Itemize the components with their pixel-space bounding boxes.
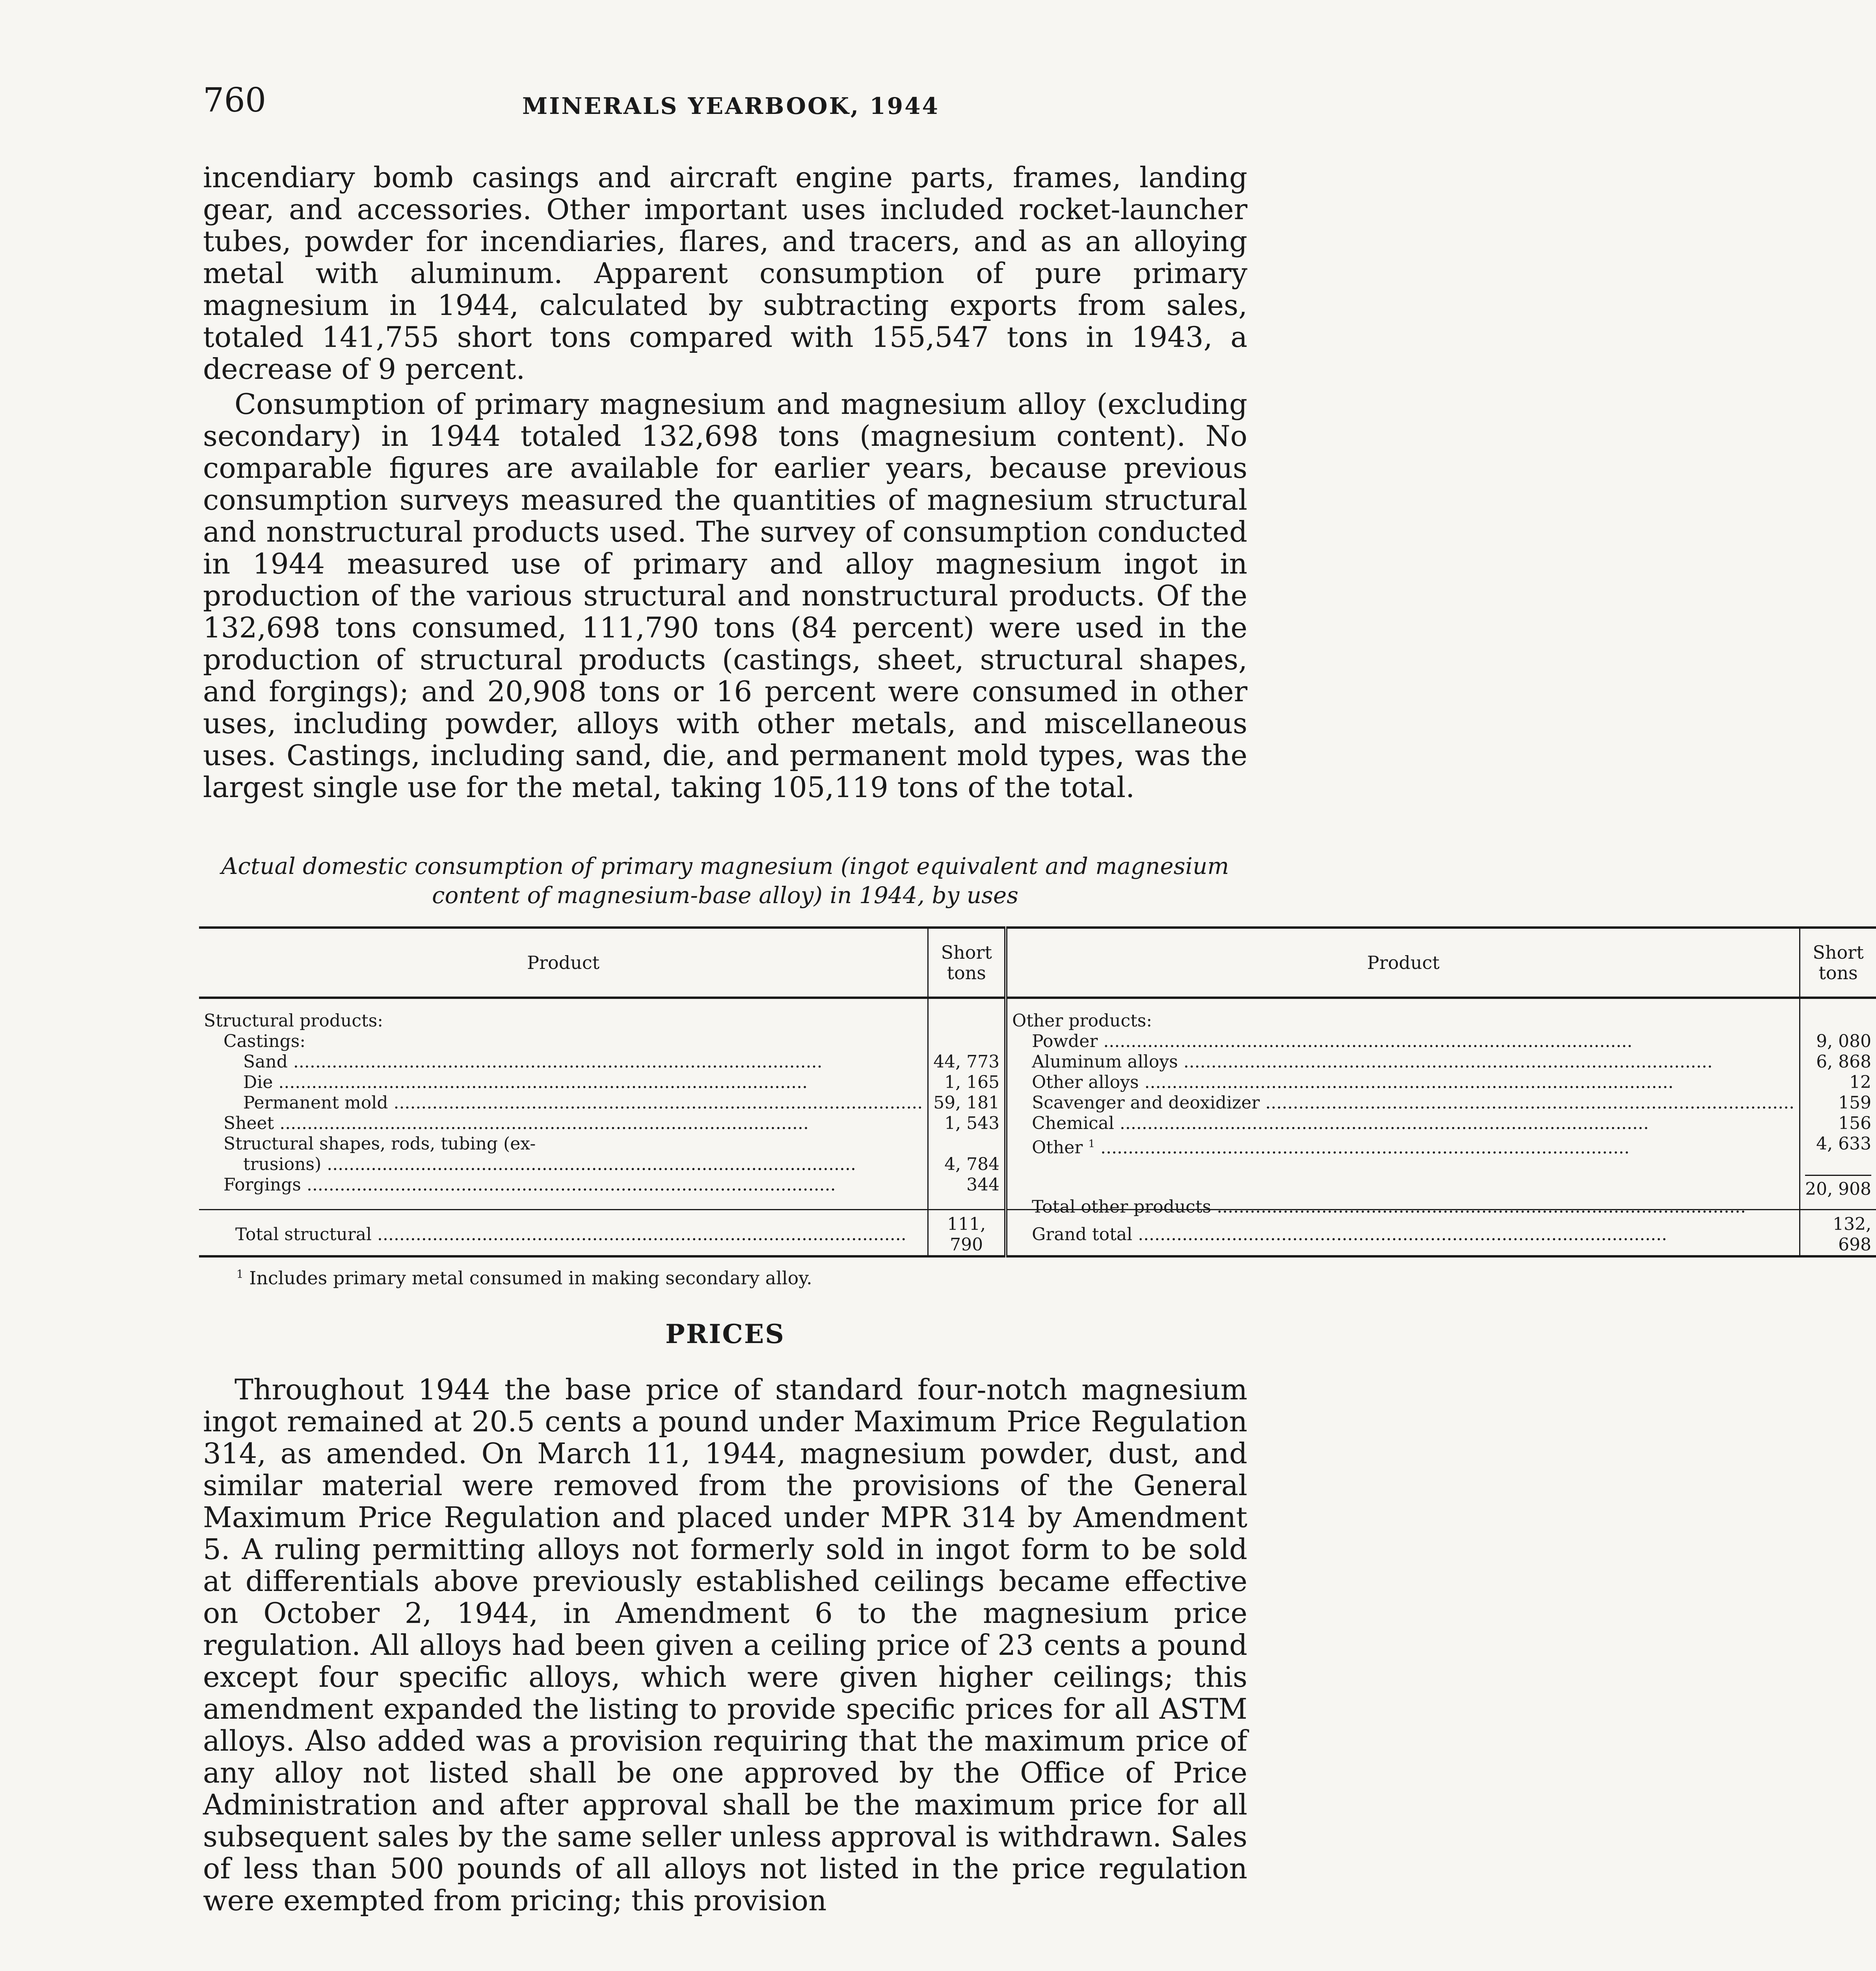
- castings-heading: Castings:: [223, 1031, 306, 1051]
- structural-heading: Structural products:: [204, 1011, 383, 1031]
- row-forgings: Forgings .....: [223, 1175, 836, 1195]
- consumption-table: [199, 926, 1872, 1257]
- running-title: MINERALS YEARBOOK, 1944: [522, 93, 940, 119]
- table-row: [199, 998, 1876, 1210]
- label-total-structural: Total structural .....: [204, 1224, 906, 1244]
- footnote-mark: 1: [236, 1267, 244, 1281]
- header-product: Product: [199, 928, 928, 998]
- row-sheet: Sheet .....: [223, 1113, 809, 1133]
- row-other: Other: [1032, 1137, 1083, 1158]
- value-total-structural: 111, 790: [928, 1210, 1006, 1257]
- value-scavenger: 159: [1838, 1093, 1872, 1113]
- table-footnote: [236, 1267, 1222, 1289]
- value-permanent-mold: 59, 181: [933, 1093, 1000, 1113]
- header-product-2: Product: [1006, 928, 1800, 998]
- value-powder: 9, 080: [1816, 1031, 1872, 1051]
- paragraph-3: Throughout 1944 the base price of standard four-notch magnesium ingot remained at 20.5 cents a pound under Maximum Price Regulation 314, as amended. On March 11, 1944, magnesium powder, dust, and similar material were removed from the provisions of the General Maximum Price Regulation and placed under MPR 314 by Amendment 5. A ruling permitting alloys not formerly sold in ingot form to be sold at differentials above previously established ceilings became effective on October 2, 1944, in Amendment 6 to the magnesium price regulation. All alloys had been given a ceiling price of 23 cents a pound except four specific alloys, which were given higher ceilings; this amendment expanded the listing to provide specific prices for all ASTM alloys. Also added was a provision requiring that the maximum price of any alloy not listed shall be one approved by the Office of Price Administration and after approval shall be the maximum price for all subsequent sales by the same seller unless approval is withdrawn. Sales of less than 500 pounds of all alloys not listed in the price regulation were exempted from pricing; this provision: [203, 1373, 1247, 1917]
- row-die: Die .....: [243, 1072, 808, 1092]
- footnote-ref: 1: [1088, 1138, 1095, 1150]
- value-aluminum-alloys: 6, 868: [1816, 1052, 1872, 1072]
- value-total-other: 20, 908: [1805, 1175, 1871, 1200]
- footnote-text: Includes primary metal consumed in making secondary alloy.: [249, 1267, 812, 1289]
- row-chemical: Chemical .....: [1032, 1113, 1649, 1133]
- other-heading: Other products:: [1012, 1011, 1152, 1031]
- header-short-tons: Short tons: [928, 928, 1006, 998]
- row-permanent-mold: Permanent mold .....: [243, 1093, 923, 1113]
- value-sheet: 1, 543: [944, 1113, 1000, 1133]
- paragraph-2: Consumption of primary magnesium and magnesium alloy (excluding secondary) in 1944 totaled 132,698 tons (magnesium content). No comparable figures are available for earlier years, because previous consumption surveys measured the quantities of magnesium structural and nonstructural products used. The survey of consumption conducted in 1944 measured use of primary and alloy magnesium ingot in production of the various structural and nonstructural products. Of the 132,698 tons consumed, 111,790 tons (84 percent) were used in the production of structural products (castings, sheet, structural shapes, and forgings); and 20,908 tons or 16 percent were consumed in other uses, including powder, alloys with other metals, and miscellaneous uses. Castings, including sand, die, and permanent mold types, was the largest single use for the metal, taking 105,119 tons of the total.: [203, 387, 1247, 804]
- value-other-alloys: 12: [1849, 1072, 1872, 1092]
- table-caption: Actual domestic consumption of primary magnesium (ingot equivalent and magnesium content of magnesium-base alloy) in 1944, by uses: [221, 853, 1229, 909]
- label-total-other: Total other products .....: [1032, 1197, 1746, 1217]
- value-shapes: 4, 784: [944, 1154, 1000, 1174]
- value-forgings: 344: [966, 1175, 1000, 1195]
- page-header: [203, 81, 1247, 124]
- value-die: 1, 165: [944, 1072, 1000, 1092]
- value-chemical: 156: [1838, 1113, 1872, 1133]
- row-sand: Sand .....: [243, 1052, 823, 1072]
- value-other: 4, 633: [1816, 1134, 1872, 1154]
- row-scavenger: Scavenger and deoxidizer .....: [1032, 1093, 1794, 1113]
- label-grand-total: Grand total .....: [1032, 1224, 1667, 1244]
- row-powder: Powder .....: [1032, 1031, 1632, 1051]
- paragraph-1: incendiary bomb casings and aircraft engine parts, frames, landing gear, and accessories. Other important uses included rocket-launcher tubes, powder for incendiaries, flares, and tracers, and as an alloying metal with aluminum. Apparent consumption of pure primary magnesium in 1944, calculated by subtracting exports from sales, totaled 141,755 short tons compared with 155,547 tons in 1943, a decrease of 9 percent.: [203, 161, 1247, 386]
- row-shapes-a: Structural shapes, rods, tubing (ex-: [223, 1134, 536, 1154]
- row-other-alloys: Other alloys .....: [1032, 1072, 1673, 1092]
- page-number: 760: [203, 81, 266, 119]
- value-sand: 44, 773: [933, 1052, 1000, 1072]
- row-shapes-b: trusions) .....: [243, 1154, 856, 1174]
- row-aluminum-alloys: Aluminum alloys .....: [1032, 1052, 1712, 1072]
- header-short-tons-2: Short tons: [1800, 928, 1876, 998]
- value-grand-total: 132, 698: [1800, 1210, 1876, 1257]
- section-heading-prices: PRICES: [665, 1319, 785, 1349]
- table-total-row: [199, 1210, 1876, 1257]
